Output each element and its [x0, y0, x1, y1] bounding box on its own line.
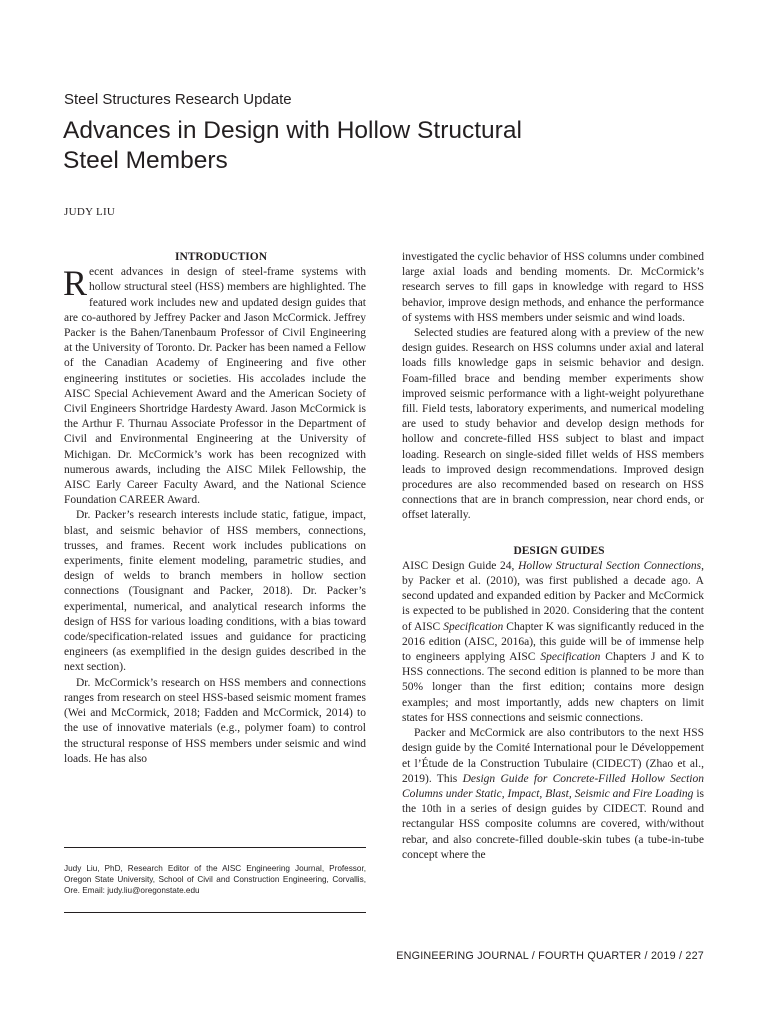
intro-paragraph-2: Dr. Packer’s research interests include static, fatigue, impact, blast, and seismic behavior of HSS members, connections, trusses, and frames. Recent work includes publications on experiments, finite element modeling, parametric studies, and design of welds to branch members in hollow section connections (Tousignant and Packer, 2018). Dr. Packer’s experimental, numerical, and analytical research informs the design of HSS for various loading conditions, with a bias toward code/specification-related issues and guidance for practicing engineers (as exemplified in the design guides described in the next section).	[64, 509, 366, 674]
drop-cap: R	[63, 263, 88, 304]
footnote-top-rule	[64, 847, 366, 848]
section-kicker: Steel Structures Research Update	[64, 91, 292, 108]
author-footnote: Judy Liu, PhD, Research Editor of the AISC Engineering Journal, Professor, Oregon State University, School of Civil and Construction Engineering, Corvallis, Ore. Email: judy.liu@oregonstate.edu	[64, 864, 366, 895]
right-column	[402, 250, 704, 863]
page-footer: ENGINEERING JOURNAL / FOURTH QUARTER / 2019 / 227	[396, 950, 704, 962]
continued-paragraph: investigated the cyclic behavior of HSS columns under combined large axial loads and bending moments. Dr. McCormick’s research serves to fill gaps in knowledge with regard to HSS behavior, improve design methods, and enhance the performance of systems with HSS members under seismic and wind loads.	[402, 251, 704, 324]
author-name: JUDY LIU	[64, 206, 116, 218]
intro-paragraph-3: Dr. McCormick’s research on HSS members and connections ranges from research on steel HSS-based seismic moment frames (Wei and McCormick, 2018; Fadden and McCormick, 2014) to the use of innovative materials (e.g., polymer foam) to control the structural response of HSS members under seismic and wind loads. He has also	[64, 676, 366, 765]
article-title: Advances in Design with Hollow Structural Steel Members	[63, 117, 522, 174]
footnote-bottom-rule	[64, 912, 366, 913]
intro-paragraph-1	[64, 265, 366, 508]
design-guides-paragraph-1: AISC Design Guide 24, Hollow Structural Section Connections, by Packer et al. (2010), was first published a decade ago. A second updated and expanded edition by Packer and McCormick is expected to be published in 2020. Considering that the content of AISC Specification Chapter K was significantly reduced in the 2016 edition (AISC, 2016a), this guide will be of immense help to engineers applying AISC Specification Chapters J and K to HSS connections. The second edition is planned to be more than 50% longer than the first edition; contains more design examples; and most importantly, adds new chapters on limit states for HSS connections and seismic connections.	[402, 559, 704, 724]
left-column	[64, 250, 366, 767]
overview-paragraph: Selected studies are featured along with a preview of the new design guides. Research on HSS columns under axial and lateral loads fills knowledge gaps in seismic behavior and design. Foam-filled brace and bending member experiments show improved seismic performance with a light-weight polyurethane fill. Field tests, laboratory experiments, and numerical modeling are used to study behavior and develop design methods for hollow and concrete-filled HSS subject to blast and impact loading. Research on single-sided fillet welds of HSS members leads to improved design recommendations. Improved design procedures are also recommended based on research on HSS connections that are in branch compression, near chord ends, or offset laterally.	[402, 327, 704, 522]
design-guides-paragraph-2: Packer and McCormick are also contributors to the next HSS design guide by the Comité International pour le Développement et l’Étude de la Construction Tubulaire (CIDECT) (Zhao et al., 2019). This Design Guide for Concrete-Filled Hollow Section Columns under Static, Impact, Blast, Seismic and Fire Loading is the 10th in a series of design guides by CIDECT. Round and rectangular HSS composite columns are covered, with/without rebar, and also concrete-filled double-skin tubes (a tube-in-tube concept where the	[402, 727, 704, 861]
introduction-heading: INTRODUCTION	[174, 251, 267, 263]
intro-paragraph-1-text: ecent advances in design of steel-frame systems with hollow structural steel (HSS) members are highlighted. The featured work includes new and updated design guides that are co-authored by Jeffrey Packer and Jason McCormick. Jeffrey Packer is the Bahen/Tanenbaum Professor of Civil Engineering at the University of Toronto. Dr. Packer has been named a Fellow of the Canadian Academy of Engineering and five other engineering institutes or societies. His accolades include the AISC Special Achievement Award and the American Society of Civil Engineers Shortridge Hardesty Award. Jason McCormick is the Arthur F. Thurnau Associate Professor in the Department of Civil and Environmental Engineering at the University of Michigan. Dr. McCormick’s work has been recognized with numerous awards, including the AISC Milek Fellowship, the AISC Early Career Faculty Award, and the National Science Foundation CAREER Award.	[64, 266, 366, 507]
design-guides-heading: DESIGN GUIDES	[513, 544, 605, 557]
